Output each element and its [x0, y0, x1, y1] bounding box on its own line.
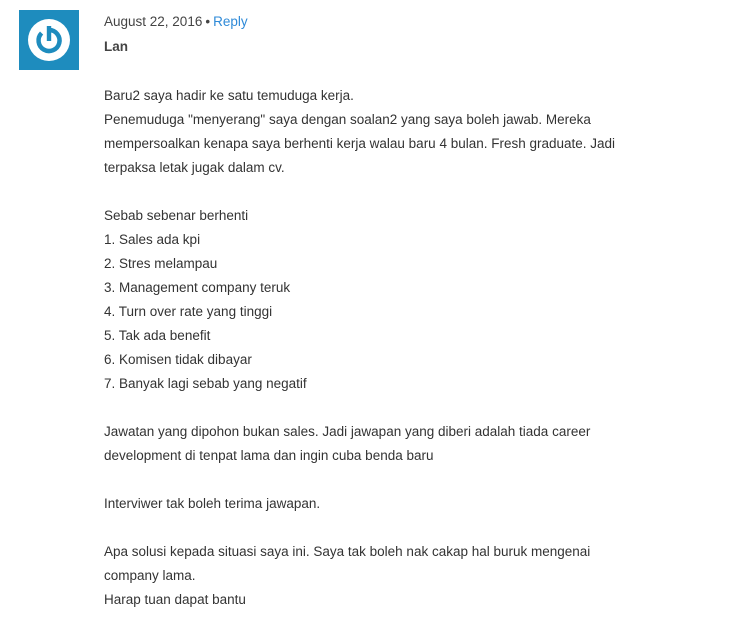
avatar[interactable] — [19, 10, 79, 70]
comment-line: 4. Turn over rate yang tinggi — [104, 304, 273, 319]
comment-line: 3. Management company teruk — [104, 280, 291, 295]
comment-line: Baru2 saya hadir ke satu temuduga kerja. — [104, 88, 354, 103]
comment-line: Jawatan yang dipohon bukan sales. Jadi jawapan yang diberi adalah tiada career — [104, 424, 591, 439]
comment-line: 6. Komisen tidak dibayar — [104, 352, 252, 367]
comment-meta — [104, 13, 248, 31]
comment-line: Apa solusi kepada situasi saya ini. Saya tak boleh nak cakap hal buruk mengenai — [104, 544, 591, 559]
power-icon — [19, 10, 79, 70]
comment-paragraph — [104, 84, 624, 180]
comment-author: Lan — [104, 39, 129, 54]
comment-line: 1. Sales ada kpi — [104, 232, 201, 247]
comment-line: 7. Banyak lagi sebab yang negatif — [104, 376, 307, 391]
comment-body — [104, 84, 624, 612]
comment-line: company lama. — [104, 568, 196, 583]
comment-line: Sebab sebenar berhenti — [104, 208, 249, 223]
comment-line: 2. Stres melampau — [104, 256, 218, 271]
comment-line: terpaksa letak jugak dalam cv. — [104, 160, 285, 175]
comment-line: development di tenpat lama dan ingin cuba benda baru — [104, 448, 434, 463]
reply-link[interactable]: Reply — [213, 14, 248, 29]
meta-separator: • — [205, 14, 211, 29]
comment-paragraph — [104, 492, 624, 516]
comment-line: 5. Tak ada benefit — [104, 328, 211, 343]
comment-paragraph — [104, 204, 624, 396]
comment-line: Penemuduga "menyerang" saya dengan soalan2 yang saya boleh jawab. Mereka — [104, 112, 591, 127]
comment-paragraph — [104, 420, 624, 468]
comment-line: mempersoalkan kenapa saya berhenti kerja walau baru 4 bulan. Fresh graduate. Jadi — [104, 136, 616, 151]
comment-date[interactable]: August 22, 2016 — [104, 14, 203, 29]
comment-paragraph — [104, 540, 624, 612]
comment-line: Interviwer tak boleh terima jawapan. — [104, 496, 321, 511]
comment-line: Harap tuan dapat bantu — [104, 592, 246, 607]
